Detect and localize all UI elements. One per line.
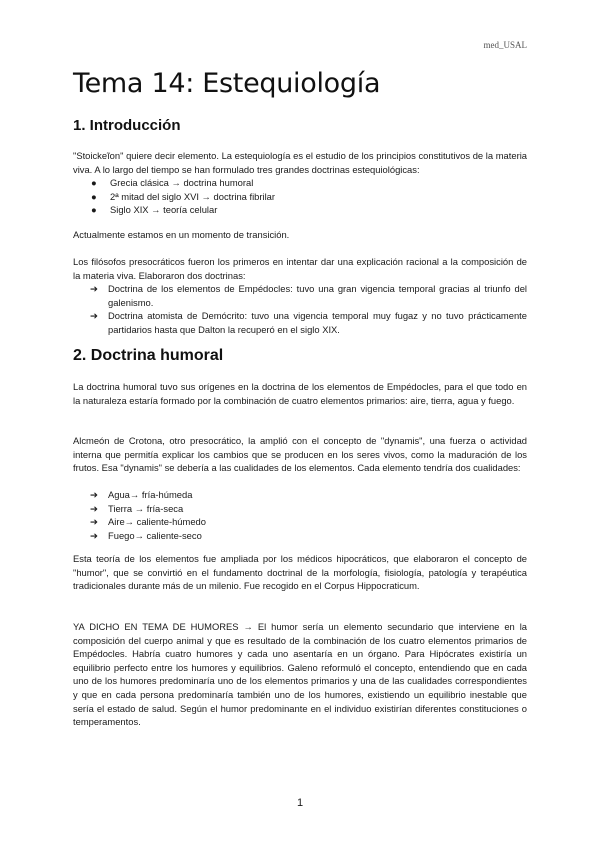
transition-paragraph: Actualmente estamos en un momento de transición. [73,229,290,240]
presocraticos-paragraph: Los filósofos presocráticos fueron los primeros en intentar dar una explicación racional a la composición de la materia viva. Elaboraron dos doctrinas: [73,256,527,281]
list-item: ➔ Tierra → fría-seca [90,502,184,514]
bullet-icon: ● [91,177,97,188]
cualidades-arrow-list [90,488,206,542]
bullet-icon: ● [91,204,97,216]
alcmeon-paragraph: Alcmeón de Crotona, otro presocrático, la amplió con el concepto de "dynamis", una fuerza o actividad interna que permitía explicar los cambios que se producen en los seres vivos, como la maduración de los frutos. Esa "dynamis" se debería a las cualidades de los elementos. Cada elemento tendría dos cualidades: [73,435,527,474]
list-item: ➔ Doctrina atomista de Demócrito: tuvo una vigencia temporal muy fugaz y no tuvo prácticamente partidarios hasta que Dalton la recuperó en el siglo XIX. [90,310,527,335]
intro-paragraph: "Stoickeĩon" quiere decir elemento. La estequiología es el estudio de los principios constitutivos de la materia viva. A lo largo del tiempo se han formulado tres grandes doctrinas estequiológicas: [73,150,527,175]
document-title: Tema 14: Estequiología [73,68,381,99]
list-item: ● Grecia clásica → doctrina humoral [91,177,254,188]
list-item: ➔ Agua→ fría-húmeda [90,489,193,500]
arrow-right-icon: ➔ [90,283,98,294]
arrow-right-icon: ➔ [90,489,98,500]
list-item: ➔ Aire→ caliente-húmedo [90,516,206,528]
header-watermark: med_USAL [483,40,527,50]
list-item: ➔ Fuego→ caliente-seco [90,529,202,541]
section-heading-doctrina-humoral: 2. Doctrina humoral [73,347,224,364]
arrow-right-icon: ➔ [90,310,98,322]
list-item: ● 2ª mitad del siglo XVI → doctrina fibrilar [91,190,275,202]
arrow-right-icon: ➔ [90,529,98,541]
humores-paragraph: YA DICHO EN TEMA DE HUMORES → El humor sería un elemento secundario que interviene en la composición del cuerpo animal y que es resultado de la combinación de los cuatro elementos primarios de Empédocles. Habría cuatro humores y cada uno asentaría en un órgano. Para Hipócrates existiría un equilibrio perfecto entre los humores y equilibrios. Galeno reformuló el concepto, entendiendo que en cada uno de los humores predominaría uno de los elementos primarios y una de las cualidades correspondientes y que en cada persona predominaría también uno de los humores, existiendo un equilibrio inestable que sería el estado de salud. Según el humor predominante en el individuo existirían diferentes constituciones o temperamentos. [73,621,527,728]
page-number: 1 [296,797,304,809]
arrow-right-icon: ➔ [90,516,98,528]
list-item: ● Siglo XIX → teoría celular [91,204,218,216]
hipocraticos-paragraph: Esta teoría de los elementos fue ampliada por los médicos hipocráticos, que elaboraron el concepto de "humor", que se convirtió en el fundamento doctrinal de la morfología, fisiología, patología y terapéutica tradicionales durante más de un milenio. Fue recogido en el Corpus Hippocraticum. [73,553,527,592]
list-item: ➔ Doctrina de los elementos de Empédocles: tuvo una gran vigencia temporal gracias al triunfo del galenismo. [90,283,527,308]
arrow-right-icon: ➔ [90,502,98,514]
doctrinas-arrow-list [90,282,527,336]
section-heading-introduccion: 1. Introducción [73,117,181,134]
doctrines-bullet-list [91,176,275,217]
bullet-icon: ● [91,190,97,202]
humoral-origin-paragraph: La doctrina humoral tuvo sus orígenes en la doctrina de los elementos de Empédocles, para el que todo en la naturaleza estaría formado por la combinación de cuatro elementos primarios: aire, tierra, agua y fuego. [73,381,527,406]
